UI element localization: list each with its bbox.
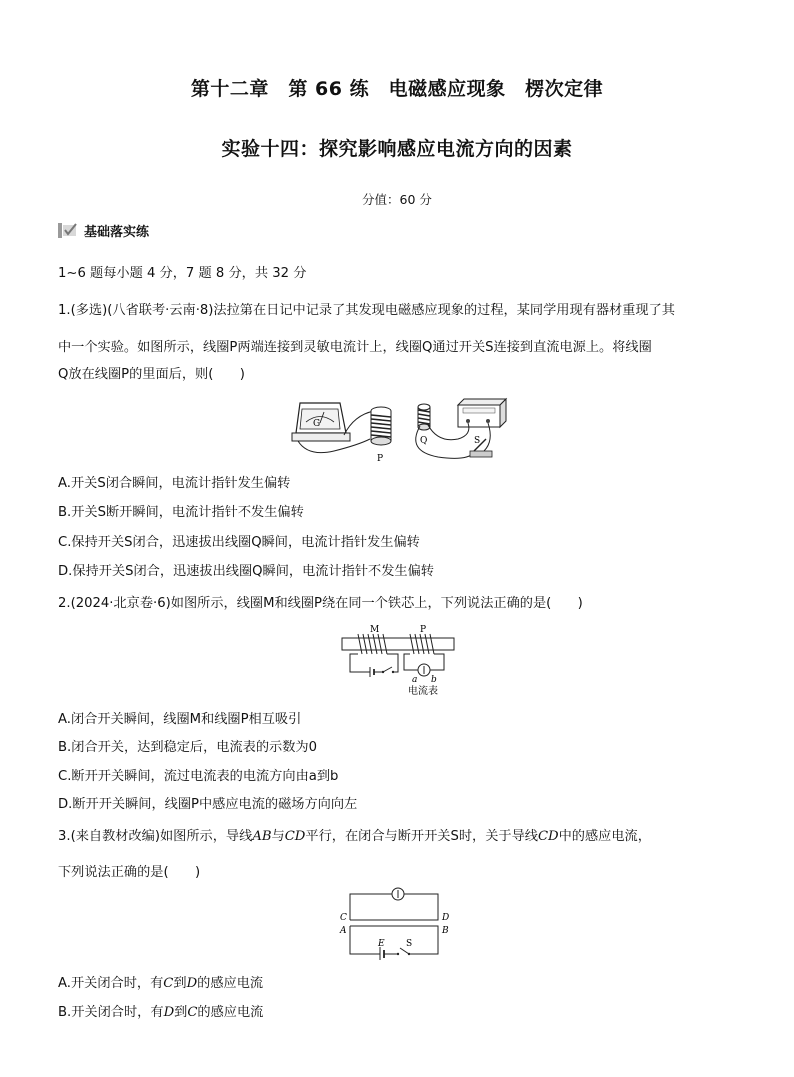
wire-ab-label: AB (252, 829, 272, 844)
q3b-y: C (187, 1005, 198, 1020)
instruction-text: 1~6 题每小题 4 分，7 题 8 分，共 32 分 (58, 266, 307, 281)
q3-text-4: 中的感应电流， (558, 829, 651, 844)
q1-figure (288, 395, 508, 467)
q3-stem-line2: 下列说法正确的是( ) (58, 865, 201, 880)
switch-s-label: S (406, 939, 413, 949)
point-b-label: B (442, 926, 449, 936)
q1-option-d: D.保持开关S闭合，迅速拔出线圈Q瞬间，电流计指针不发生偏转 (58, 564, 434, 579)
q3a-y: D (186, 976, 198, 991)
q3a-mid: 到 (173, 976, 187, 991)
switch-s-label: S (474, 436, 481, 446)
q3-option-b (58, 1001, 263, 1020)
q3b-mid: 到 (174, 1005, 188, 1020)
galvanometer-label: G (313, 419, 321, 429)
point-a-label: A (340, 926, 347, 936)
q3a-x: C (163, 976, 174, 991)
chapter-title: 第十二章 第 66 练 电磁感应现象 楞次定律 (190, 78, 604, 100)
q1-option-a: A.开关S闭合瞬间，电流计指针发生偏转 (58, 476, 291, 491)
q2-figure (340, 622, 460, 698)
score-label: 分值：60 分 (362, 192, 432, 207)
q3b-x: D (163, 1005, 175, 1020)
experiment-title: 实验十四：探究影响感应电流方向的因素 (221, 138, 573, 160)
q3-figure (336, 884, 466, 960)
q3-stem-line1 (58, 825, 651, 844)
q1-option-b: B.开关S断开瞬间，电流计指针不发生偏转 (58, 505, 304, 520)
q1-option-c: C.保持开关S闭合，迅速拔出线圈Q瞬间，电流计指针发生偏转 (58, 535, 420, 550)
coil-p-label: P (377, 454, 384, 464)
battery-e-label: E (378, 939, 385, 949)
section-label: 基础落实练 (84, 224, 150, 240)
q3-text-2: 与 (271, 829, 285, 844)
coil-p-label: P (420, 625, 427, 635)
point-a-label: a (412, 675, 418, 685)
q2-option-c: C.断开开关瞬间，流过电流表的电流方向由a到b (58, 769, 339, 784)
q2-option-b: B.闭合开关，达到稳定后，电流表的示数为0 (58, 740, 318, 755)
coil-q-label: Q (420, 436, 428, 446)
point-b-label: b (431, 675, 437, 685)
q3a-pre: A.开关闭合时，有 (58, 976, 164, 991)
q3b-pre: B.开关闭合时，有 (58, 1005, 164, 1020)
q1-stem-line3: Q放在线圈P的里面后，则( ) (58, 367, 245, 382)
q2-stem-line1: 2.(2024·北京卷·6)如图所示，线圈M和线圈P绕在同一个铁芯上，下列说法正确的是( ) (58, 596, 583, 611)
point-c-label: C (340, 913, 347, 923)
point-d-label: D (442, 913, 450, 923)
q3-text-3: 平行，在闭合与断开开关S时，关于导线 (305, 829, 538, 844)
q2-option-d: D.断开开关瞬间，线圈P中感应电流的磁场方向向左 (58, 797, 358, 812)
q1-stem-line1: 1.(多选)(八省联考·云南·8)法拉第在日记中记录了其发现电磁感应现象的过程，某同学用现有器材重现了其 (58, 303, 675, 318)
q3-option-a (58, 972, 263, 991)
wire-cd-label-2: CD (537, 829, 559, 844)
q3-text-1: 3.(来自教材改编)如图所示，导线 (58, 829, 253, 844)
q1-stem-line2: 中一个实验。如图所示，线圈P两端连接到灵敏电流计上，线圈Q通过开关S连接到直流电源上。将线圈 (58, 340, 652, 355)
checkmark-icon (58, 223, 78, 238)
q3a-post: 的感应电流 (197, 976, 264, 991)
ammeter-label: 电流表 (408, 686, 438, 697)
coil-m-label: M (370, 625, 380, 635)
section-header (58, 220, 149, 240)
q2-option-a: A.闭合开关瞬间，线圈M和线圈P相互吸引 (58, 712, 302, 727)
q3b-post: 的感应电流 (197, 1005, 264, 1020)
wire-cd-label: CD (284, 829, 306, 844)
